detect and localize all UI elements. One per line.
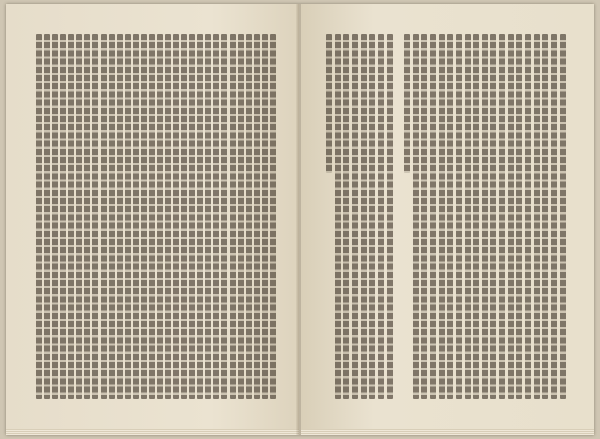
text-column (68, 34, 74, 399)
text-column (395, 34, 401, 399)
text-column (270, 34, 276, 399)
text-column (490, 34, 496, 399)
text-column (76, 34, 82, 399)
text-column (413, 34, 419, 399)
text-column (157, 34, 163, 399)
text-column (378, 34, 384, 399)
text-column (560, 34, 566, 399)
text-column (516, 34, 522, 399)
text-column (534, 34, 540, 399)
right-page-edge (301, 429, 594, 435)
text-column (551, 34, 557, 399)
right-page (301, 4, 594, 435)
text-column (165, 34, 171, 399)
text-column (44, 34, 50, 399)
text-column (369, 34, 375, 399)
text-column (421, 34, 427, 399)
text-column (36, 34, 42, 399)
text-column (238, 34, 244, 399)
text-column (542, 34, 548, 399)
text-column (213, 34, 219, 399)
text-column (352, 34, 358, 399)
left-page-text-block (36, 34, 276, 399)
text-column (246, 34, 252, 399)
text-column (343, 34, 349, 399)
text-column (125, 34, 131, 399)
text-column (230, 34, 236, 399)
text-column (221, 34, 227, 399)
text-column (181, 34, 187, 399)
text-column (387, 34, 393, 399)
text-column (404, 34, 410, 173)
text-column (84, 34, 90, 399)
text-column (456, 34, 462, 399)
text-column (473, 34, 479, 399)
text-column (254, 34, 260, 399)
text-column (205, 34, 211, 399)
text-column (92, 34, 98, 399)
text-column (101, 34, 107, 399)
text-column (335, 34, 341, 399)
text-column (173, 34, 179, 399)
left-page-edge (6, 429, 299, 435)
text-column (117, 34, 123, 399)
text-column (447, 34, 453, 399)
text-column (141, 34, 147, 399)
text-column (499, 34, 505, 399)
text-column (133, 34, 139, 399)
text-column (508, 34, 514, 399)
text-column (149, 34, 155, 399)
text-column (109, 34, 115, 399)
text-column (60, 34, 66, 399)
text-column (465, 34, 471, 399)
text-column (482, 34, 488, 399)
text-column (525, 34, 531, 399)
text-column (262, 34, 268, 399)
text-column (52, 34, 58, 399)
text-column (326, 34, 332, 173)
right-page-text-block (326, 34, 566, 399)
text-column (430, 34, 436, 399)
text-column (189, 34, 195, 399)
book-spread (6, 4, 594, 435)
text-column (439, 34, 445, 399)
text-column (197, 34, 203, 399)
left-page (6, 4, 299, 435)
text-column (361, 34, 367, 399)
